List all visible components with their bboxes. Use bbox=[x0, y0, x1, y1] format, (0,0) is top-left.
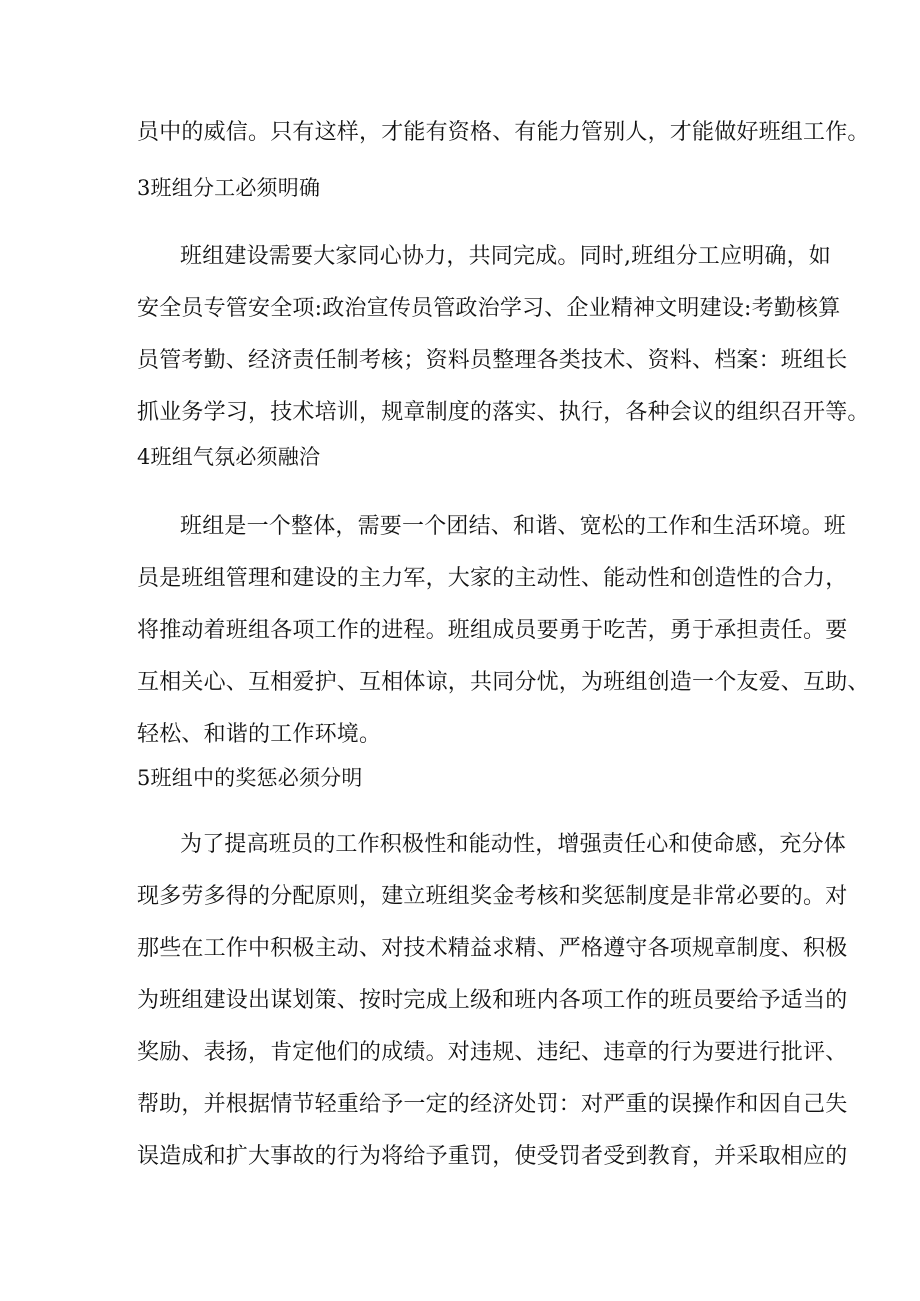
paragraph-line: 安全员专管安全项:政治宣传员管政治学习、企业精神文明建设:考勤核算 bbox=[137, 296, 841, 321]
section-heading-3: 3班组分工必须明确 bbox=[137, 176, 321, 200]
paragraph-line: 奖励、表扬，肯定他们的成绩。对违规、违纪、违章的行为要进行批评、 bbox=[137, 1040, 848, 1065]
paragraph-line: 班组是一个整体，需要一个团结、和谐、宽松的工作和生活环境。班 bbox=[180, 514, 847, 539]
paragraph-continuation-line: 员中的威信。只有这样，才能有资格、有能力管别人，才能做好班组工作。 bbox=[137, 120, 870, 145]
paragraph-line: 误造成和扩大事故的行为将给予重罚，使受罚者受到教育，并采取相应的 bbox=[137, 1144, 848, 1169]
section-heading-4: 4班组气氛必须融洽 bbox=[137, 445, 321, 469]
paragraph-line: 帮助，并根据情节轻重给予一定的经济处罚：对严重的误操作和因自己失 bbox=[137, 1092, 848, 1117]
paragraph-line: 班组建设需要大家同心协力，共同完成。同时,班组分工应明确，如 bbox=[180, 244, 831, 269]
section-heading-5: 5班组中的奖惩必须分明 bbox=[137, 766, 363, 790]
paragraph-line: 那些在工作中积极主动、对技术精益求精、严格遵守各项规章制度、积极 bbox=[137, 936, 848, 961]
paragraph-line: 互相关心、互相爱护、互相体谅，共同分忧，为班组创造一个友爱、互助、 bbox=[137, 670, 870, 695]
paragraph-line: 为了提高班员的工作积极性和能动性，增强责任心和使命感，充分体 bbox=[180, 832, 847, 857]
paragraph-line: 员管考勤、经济责任制考核；资料员整理各类技术、资料、档案：班组长 bbox=[137, 348, 848, 373]
paragraph-line: 抓业务学习，技术培训，规章制度的落实、执行，各种会议的组织召开等。 bbox=[137, 400, 870, 425]
paragraph-line: 员是班组管理和建设的主力军，大家的主动性、能动性和创造性的合力， bbox=[137, 566, 848, 591]
paragraph-line: 将推动着班组各项工作的进程。班组成员要勇于吃苦，勇于承担责任。要 bbox=[137, 618, 848, 643]
paragraph-line: 为班组建设出谋划策、按时完成上级和班内各项工作的班员要给予适当的 bbox=[137, 988, 848, 1013]
paragraph-line: 现多劳多得的分配原则，建立班组奖金考核和奖惩制度是非常必要的。对 bbox=[137, 884, 848, 909]
paragraph-line: 轻松、和谐的工作环境。 bbox=[137, 722, 382, 747]
